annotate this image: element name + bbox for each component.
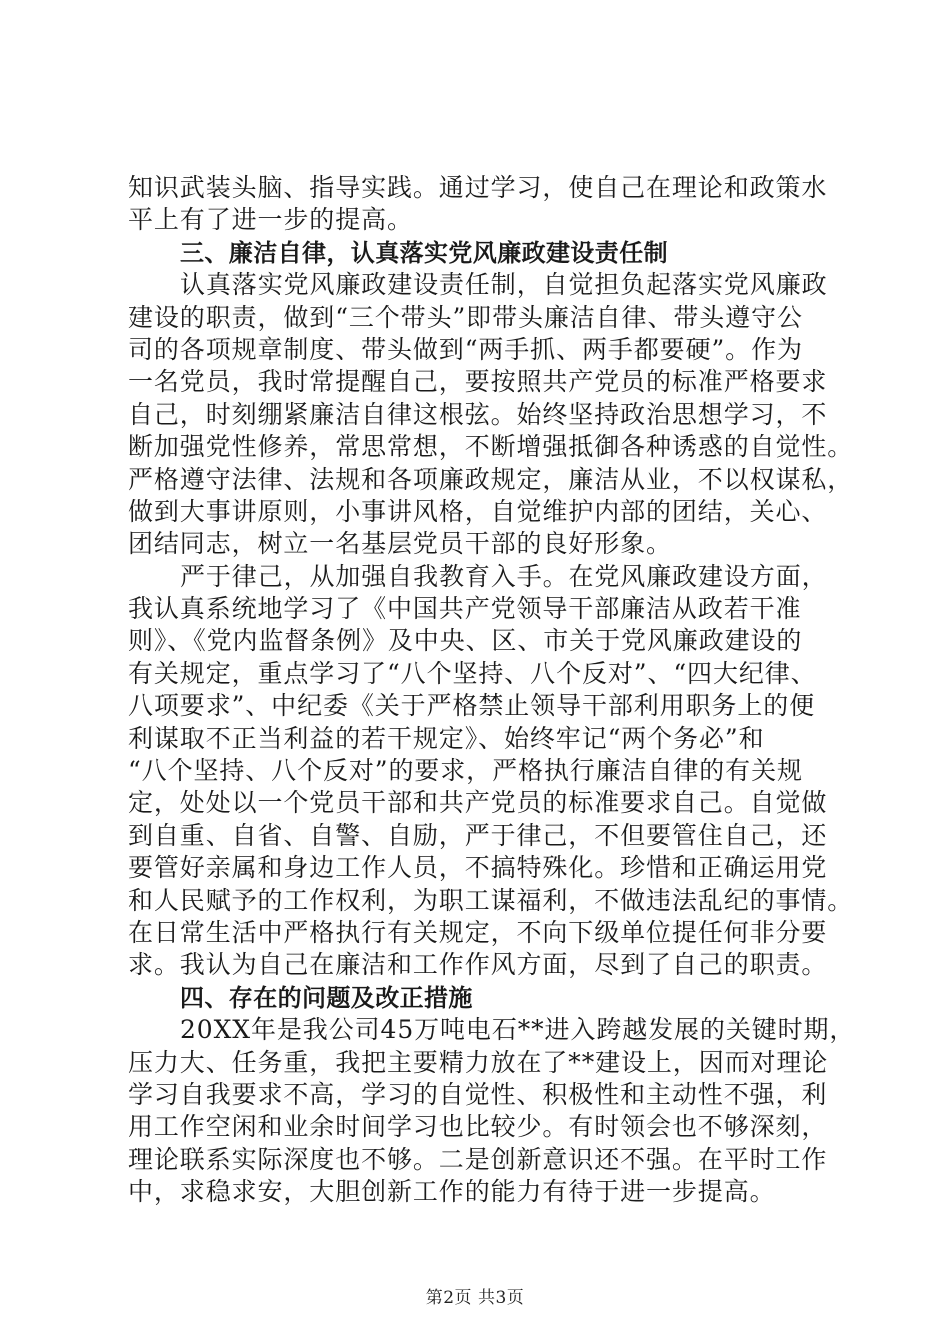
text-line: 中，求稳求安，大胆创新工作的能力有待于进一步提高。 bbox=[128, 1177, 776, 1207]
text-line: 认真落实党风廉政建设责任制，自觉担负起落实党风廉政 bbox=[180, 270, 828, 300]
text-line: 严格遵守法律、法规和各项廉政规定，廉洁从业，不以权谋私， bbox=[128, 464, 854, 494]
text-line: 在日常生活中严格执行有关规定，不向下级单位提任何非分要 bbox=[128, 917, 828, 947]
text-line: 定，处处以一个党员干部和共产党员的标准要求自己。自觉做 bbox=[128, 788, 828, 818]
text-line: 断加强党性修养，常思常想，不断增强抵御各种诱惑的自觉性。 bbox=[128, 432, 854, 462]
section-heading: 三、廉洁自律，认真落实党风廉政建设责任制 bbox=[180, 238, 668, 267]
text-line: 理论联系实际深度也不够。二是创新意识还不强。在平时工作 bbox=[128, 1144, 828, 1174]
text-line: 利谋取不正当利益的若干规定》、始终牢记“两个务必”和 bbox=[128, 723, 765, 753]
document-body bbox=[128, 172, 856, 1209]
text-line: 一名党员，我时常提醒自己，要按照共产党员的标准严格要求 bbox=[128, 367, 828, 397]
page-footer: 第2页 共3页 bbox=[425, 1288, 525, 1308]
text-line: 做到大事讲原则，小事讲风格，自觉维护内部的团结，关心、 bbox=[128, 496, 828, 526]
text-line: 我认真系统地学习了《中国共产党领导干部廉洁从政若干准 bbox=[128, 594, 802, 624]
text-line: 有关规定，重点学习了“八个坚持、八个反对”、“四大纪律、 bbox=[128, 658, 817, 688]
text-line: 八项要求”、中纪委《关于严格禁止领导干部利用职务上的便 bbox=[128, 691, 816, 721]
text-line: 求。我认为自己在廉洁和工作作风方面，尽到了自己的职责。 bbox=[128, 950, 828, 980]
text-line: 建设的职责，做到“三个带头”即带头廉洁自律、带头遵守公 bbox=[128, 302, 803, 332]
text-line: 要管好亲属和身边工作人员，不搞特殊化。珍惜和正确运用党 bbox=[128, 853, 828, 883]
text-line: “八个坚持、八个反对”的要求，严格执行廉洁自律的有关规 bbox=[128, 756, 803, 786]
text-line: 和人民赋予的工作权利，为职工谋福利，不做违法乱纪的事情。 bbox=[128, 885, 854, 915]
text-line: 压力大、任务重，我把主要精力放在了**建设上，因而对理论 bbox=[128, 1047, 829, 1077]
section-heading: 四、存在的问题及改正措施 bbox=[180, 983, 473, 1012]
text-line: 20XX年是我公司45万吨电石**进入跨越发展的关键时期， bbox=[180, 1015, 856, 1045]
text-line: 严于律己，从加强自我教育入手。在党风廉政建设方面， bbox=[180, 561, 828, 591]
text-line: 到自重、自省、自警、自励，严于律己，不但要管住自己，还 bbox=[128, 820, 828, 850]
text-line: 司的各项规章制度、带头做到“两手抓、两手都要硬”。作为 bbox=[128, 334, 803, 364]
text-line: 学习自我要求不高，学习的自觉性、积极性和主动性不强，利 bbox=[128, 1079, 828, 1109]
text-line: 团结同志，树立一名基层党员干部的良好形象。 bbox=[128, 529, 672, 559]
text-line: 知识武装头脑、指导实践。通过学习，使自己在理论和政策水 bbox=[128, 173, 828, 202]
text-line: 则》、《党内监督条例》及中央、区、市关于党风廉政建设的 bbox=[128, 626, 803, 656]
text-line: 用工作空闲和业余时间学习也比较少。有时领会也不够深刻， bbox=[128, 1112, 828, 1142]
text-line: 平上有了进一步的提高。 bbox=[128, 205, 413, 235]
text-line: 自己，时刻绷紧廉洁自律这根弦。始终坚持政治思想学习，不 bbox=[128, 399, 828, 429]
